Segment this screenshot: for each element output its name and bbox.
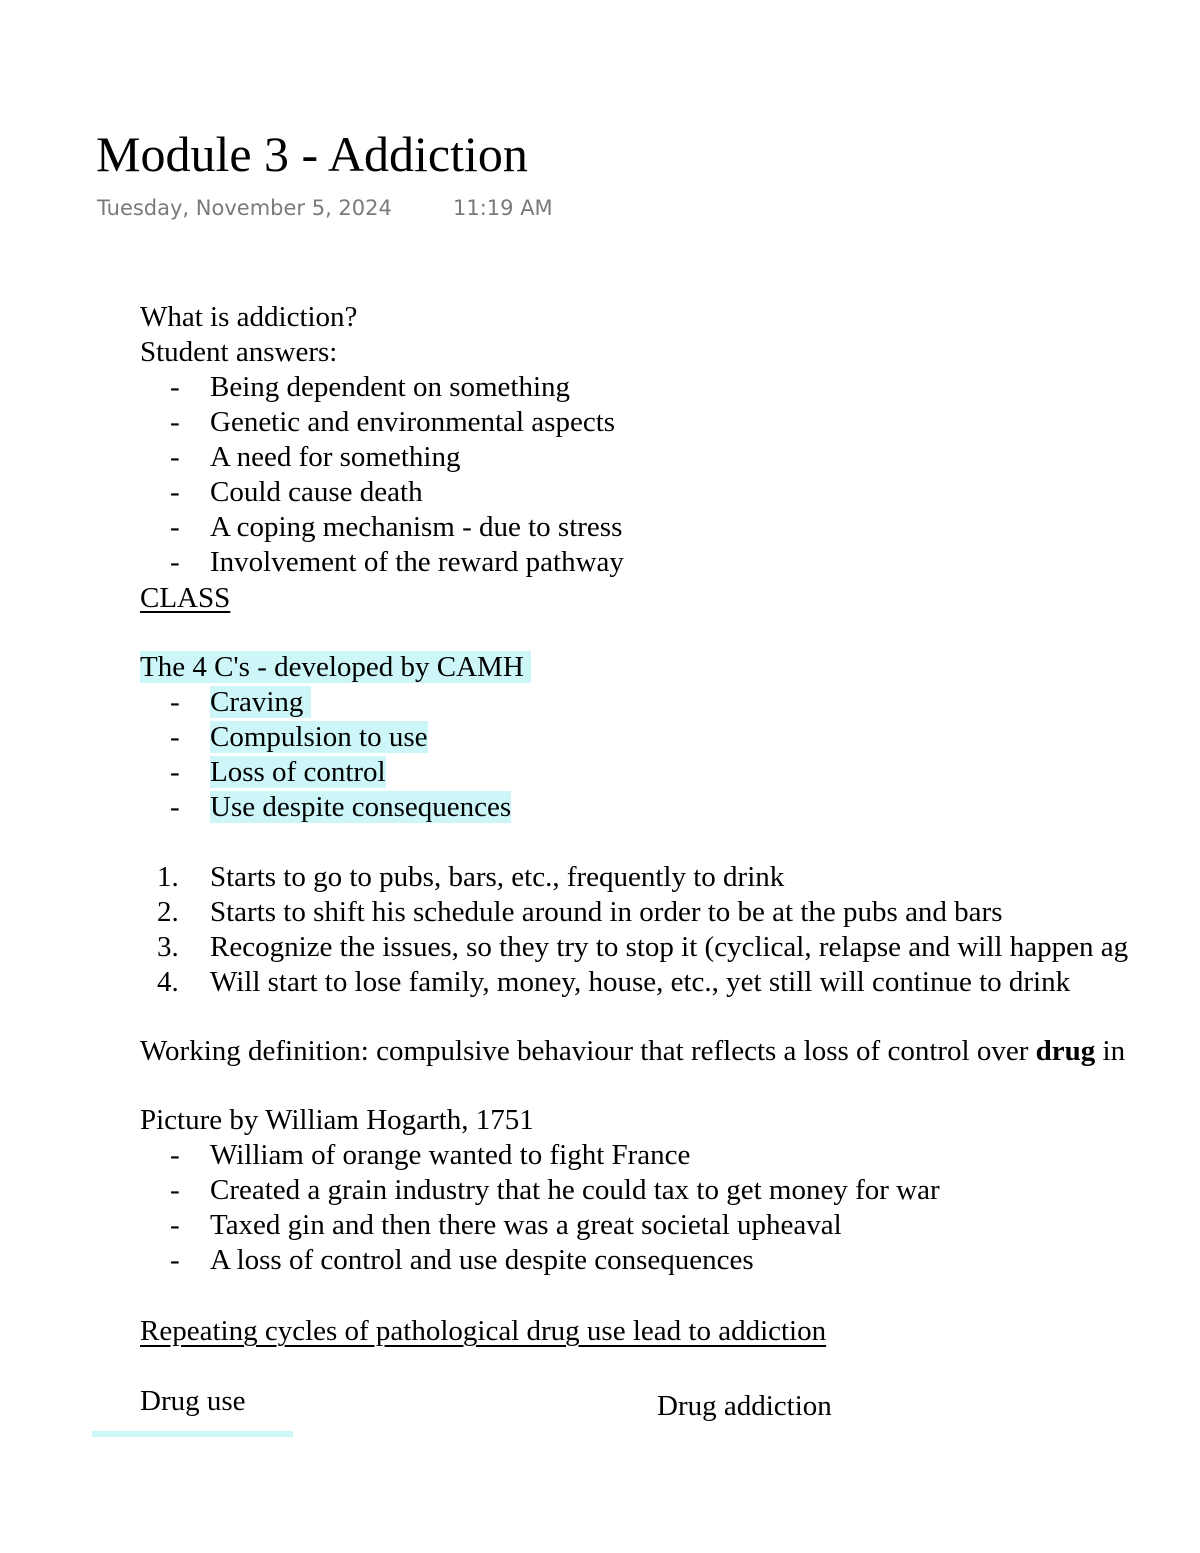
list-item: Genetic and environmental aspects — [210, 406, 616, 438]
list-number: 2. — [157, 896, 179, 928]
list-item — [210, 685, 311, 720]
four-cs-item-consequences: Use despite consequences — [210, 791, 512, 823]
hogarth-heading: Picture by William Hogarth, 1751 — [140, 1104, 534, 1136]
bullet-marker: - — [170, 791, 180, 823]
bullet-marker: - — [170, 1209, 180, 1241]
four-cs-item-control: Loss of control — [210, 756, 386, 788]
bullet-marker: - — [170, 686, 180, 718]
four-cs-heading — [140, 650, 531, 685]
bullet-marker: - — [170, 546, 180, 578]
student-answers-label: Student answers: — [140, 336, 338, 368]
drug-use-label: Drug use — [140, 1385, 246, 1417]
list-item: Starts to go to pubs, bars, etc., frequently to drink — [210, 861, 785, 893]
four-cs-item-compulsion: Compulsion to use — [210, 721, 428, 753]
drug-addiction-label: Drug addiction — [657, 1390, 832, 1422]
list-item: Could cause death — [210, 476, 423, 508]
list-item: Starts to shift his schedule around in order to be at the pubs and bars — [210, 896, 1003, 928]
list-item: A need for something — [210, 441, 461, 473]
list-item — [210, 755, 386, 790]
addiction-question: What is addiction? — [140, 301, 358, 333]
bullet-marker: - — [170, 1244, 180, 1276]
page-date: Tuesday, November 5, 2024 — [97, 196, 392, 220]
bullet-marker: - — [170, 1174, 180, 1206]
definition-prefix: Working definition: compulsive behaviour that reflects a loss of control over — [140, 1035, 1036, 1067]
bullet-marker: - — [170, 756, 180, 788]
page-title: Module 3 - Addiction — [96, 126, 528, 182]
list-number: 3. — [157, 931, 179, 963]
bullet-marker: - — [170, 441, 180, 473]
definition-bold-word: drug — [1035, 1035, 1096, 1067]
bullet-marker: - — [170, 511, 180, 543]
highlight-bar — [92, 1431, 293, 1437]
bullet-marker: - — [170, 406, 180, 438]
list-item: Will start to lose family, money, house, etc., yet still will continue to drink — [210, 966, 1071, 998]
list-item: Recognize the issues, so they try to stop it (cyclical, relapse and will happen ag — [210, 931, 1129, 963]
list-item: A coping mechanism - due to stress — [210, 511, 623, 543]
bullet-marker: - — [170, 476, 180, 508]
class-label: CLASS — [140, 582, 231, 614]
working-definition — [140, 1034, 1125, 1069]
list-item: Taxed gin and then there was a great societal upheaval — [210, 1209, 842, 1241]
list-number: 4. — [157, 966, 179, 998]
four-cs-item-craving: Craving — [210, 686, 311, 718]
bullet-marker: - — [170, 371, 180, 403]
list-item — [210, 790, 511, 825]
list-item: Involvement of the reward pathway — [210, 546, 624, 578]
list-number: 1. — [157, 861, 179, 893]
bullet-marker: - — [170, 721, 180, 753]
list-item: Created a grain industry that he could tax to get money for war — [210, 1174, 940, 1206]
list-item: William of orange wanted to fight France — [210, 1139, 691, 1171]
list-item: Being dependent on something — [210, 371, 571, 403]
four-cs-heading-text: The 4 C's - developed by CAMH — [140, 651, 532, 683]
cycles-heading: Repeating cycles of pathological drug use lead to addiction — [140, 1315, 827, 1347]
list-item: A loss of control and use despite consequences — [210, 1244, 754, 1276]
list-item — [210, 720, 428, 755]
definition-suffix: in — [1095, 1035, 1126, 1067]
page-time: 11:19 AM — [453, 196, 553, 220]
bullet-marker: - — [170, 1139, 180, 1171]
